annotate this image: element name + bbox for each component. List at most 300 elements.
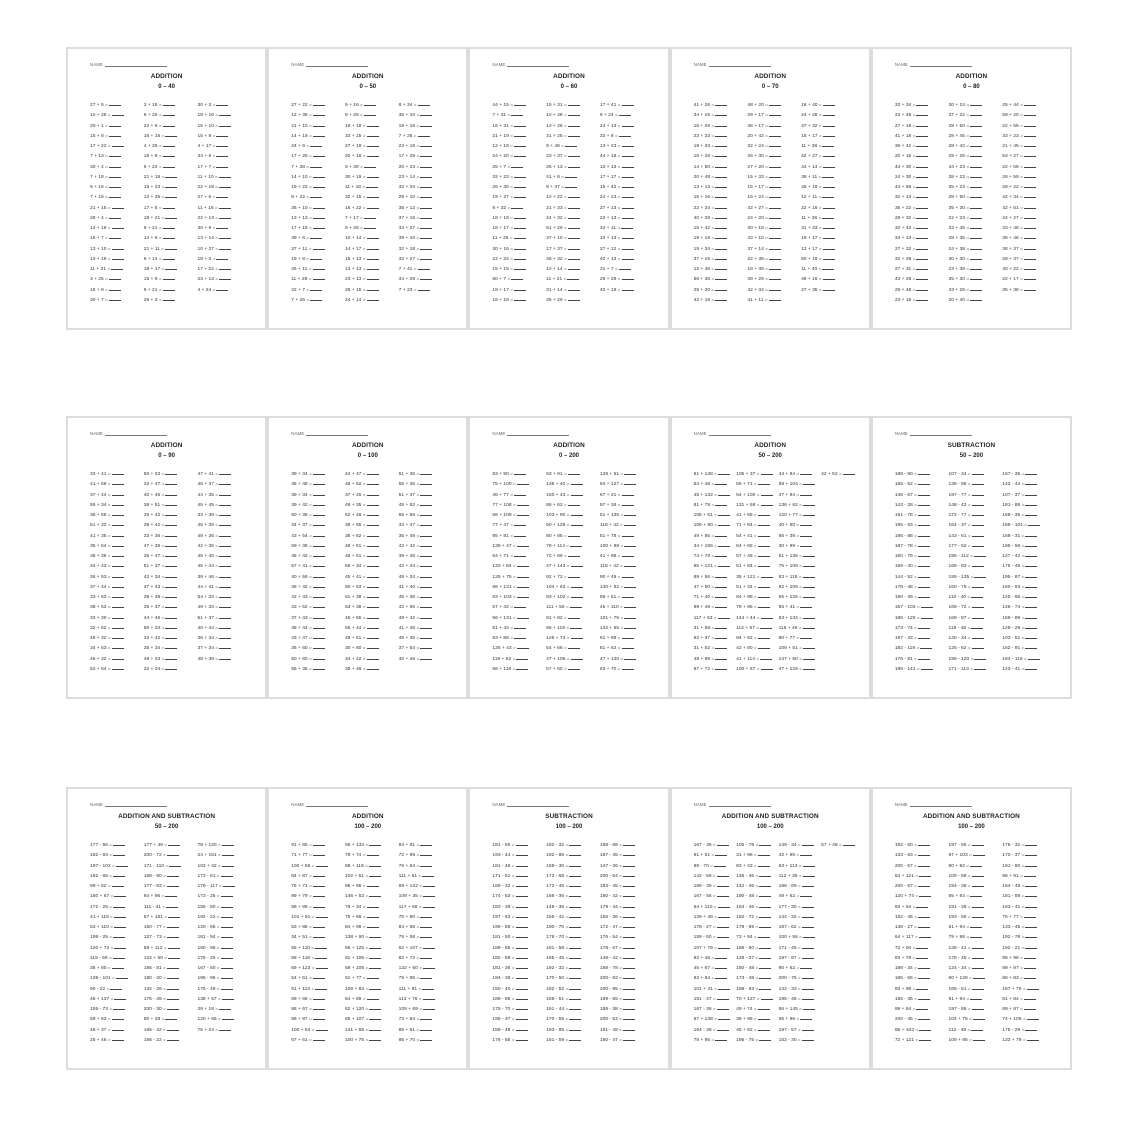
problem-text: 90 + 49 = (599, 574, 621, 580)
math-problem (90, 500, 144, 510)
problem-text: 53 + 38 = (344, 605, 366, 611)
problem-text: 21 + 15 = (90, 205, 111, 211)
answer-blank (114, 891, 126, 897)
answer-blank (769, 172, 781, 178)
answer-blank (516, 654, 528, 660)
answer-blank (364, 100, 376, 106)
answer-blank (823, 162, 835, 168)
math-problem (144, 973, 198, 983)
problem-text: 40 + 59 = (291, 574, 312, 580)
answer-blank (622, 244, 634, 250)
math-problem (291, 233, 345, 243)
problem-text: 72 + 121 = (894, 1037, 919, 1043)
answer-blank (420, 531, 432, 537)
math-problem (345, 881, 399, 891)
problem-text: 197 - 86 = (948, 1007, 971, 1012)
answer-blank (758, 861, 770, 867)
math-problem (747, 151, 801, 161)
answer-blank (313, 664, 325, 670)
problem-text: 132 + 60 = (398, 966, 423, 971)
answer-blank (800, 520, 812, 526)
problem-text: 150 + 43 = (546, 492, 570, 498)
problem-text: 150 - 48 = (736, 966, 759, 971)
problem-text: 72 + 94 = (894, 945, 916, 951)
math-problem (779, 902, 822, 912)
answer-blank (973, 850, 985, 856)
problem-text: 105 - 78 = (736, 843, 759, 848)
problem-text: 138 + 57 = (197, 996, 221, 1002)
problem-text: 132 - 26 = (143, 986, 166, 992)
math-problem (492, 121, 546, 131)
problem-text: 99 + 52 = (90, 884, 111, 889)
problem-text: 179 - 117 = (197, 884, 222, 889)
answer-blank (166, 902, 178, 908)
problem-text: 139 + 48 = (693, 914, 717, 920)
math-problem (291, 192, 345, 202)
math-problem (90, 254, 144, 264)
answer-blank (916, 141, 928, 147)
answer-blank (569, 922, 581, 928)
problem-text: 35 + 30 = (948, 277, 970, 283)
problem-text: 22 + 16 = (801, 205, 822, 211)
math-problem (492, 871, 546, 881)
math-problem (694, 274, 748, 284)
math-problem (895, 295, 949, 305)
problem-text: 45 + 44 = (197, 564, 219, 570)
worksheet-title: ADDITION AND SUBTRACTION (922, 813, 1020, 820)
problem-grid (492, 100, 653, 305)
math-problem (694, 932, 737, 942)
math-problem (949, 192, 1003, 202)
answer-blank (622, 285, 634, 291)
math-problem (779, 469, 822, 479)
math-problem (694, 602, 737, 612)
problem-text: 166 - 36 = (546, 894, 569, 900)
problem-text: 133 - 45 = (1002, 925, 1025, 930)
answer-blank (313, 1014, 325, 1020)
math-problem (546, 223, 600, 233)
math-problem (694, 182, 748, 192)
answer-blank (568, 213, 580, 219)
problem-text: 44 + 35 = (197, 492, 219, 498)
problem-text: 3 + 25 = (90, 277, 108, 283)
problem-text: 56 + 34 = (344, 564, 366, 570)
name-label: NAME (291, 802, 305, 807)
answer-blank (972, 840, 984, 846)
math-problem (949, 654, 1003, 664)
answer-blank (624, 510, 636, 516)
answer-blank (1025, 500, 1037, 506)
problem-text: 61 + 77 = (344, 976, 366, 982)
answer-blank (167, 973, 179, 979)
answer-blank (163, 295, 175, 301)
problem-text: 35 + 46 = (344, 666, 366, 672)
answer-blank (420, 162, 432, 168)
answer-blank (313, 871, 325, 877)
problem-text: 178 - 69 = (736, 925, 759, 930)
math-problem (694, 973, 737, 983)
problem-text: 169 - 72 = (948, 605, 971, 611)
problem-text: 100 + 56 = (778, 935, 803, 941)
answer-blank (823, 182, 835, 188)
math-problem (90, 922, 144, 932)
answer-blank (316, 1025, 328, 1031)
problem-text: 89 + 56 = (693, 574, 715, 580)
math-problem (694, 500, 737, 510)
problem-text: 143 - 61 = (948, 533, 971, 539)
answer-blank (112, 490, 124, 496)
math-problem (546, 151, 600, 161)
answer-blank (367, 121, 379, 127)
problem-text: 195 - 135 = (948, 574, 974, 580)
answer-blank (715, 274, 727, 280)
problem-text: 33 + 15 = (344, 133, 366, 139)
answer-blank (367, 274, 379, 280)
problem-text: 133 + 79 = (1002, 1037, 1026, 1043)
answer-blank (718, 943, 730, 949)
math-problem (949, 582, 1003, 592)
answer-blank (802, 840, 814, 846)
answer-blank (514, 131, 526, 137)
answer-blank (112, 479, 124, 485)
problem-text: 75 + 71 = (291, 884, 312, 889)
answer-blank (418, 131, 430, 137)
answer-blank (769, 110, 781, 116)
math-problem (736, 613, 779, 623)
problem-text: 4 + 24 = (197, 287, 216, 293)
math-problem (747, 295, 801, 305)
problem-text: 194 - 39 = (492, 976, 515, 982)
answer-blank (112, 561, 124, 567)
answer-blank (918, 973, 930, 979)
answer-blank (1025, 902, 1037, 908)
math-problem (197, 881, 251, 891)
math-problem (801, 162, 855, 172)
name-blank-line (709, 802, 771, 807)
problem-text: 35 + 55 = (90, 513, 111, 518)
math-problem (399, 633, 453, 643)
answer-blank (420, 541, 432, 547)
problem-text: 120 + 77 = (778, 513, 803, 518)
problem-text: 8 + 34 = (398, 103, 417, 108)
math-problem (779, 850, 822, 860)
answer-blank (918, 561, 930, 567)
answer-blank (364, 213, 376, 219)
problem-text: 13 + 13 = (291, 215, 312, 221)
problem-text: 120 + 74 = (894, 894, 919, 900)
answer-blank (420, 922, 432, 928)
answer-blank (758, 510, 770, 516)
math-problem (546, 121, 600, 131)
problem-text: 187 - 62 = (778, 925, 801, 930)
math-problem (779, 922, 822, 932)
math-problem (144, 541, 198, 551)
problem-text: 4 + 26 = (143, 144, 162, 149)
answer-blank (568, 613, 580, 619)
worksheet-range: 0 – 60 (560, 84, 578, 90)
math-problem (694, 984, 737, 994)
problem-text: 170 - 55 = (546, 1017, 569, 1023)
problem-text: 61 + 43 = (492, 625, 514, 631)
problem-text: 29 + 17 = (747, 113, 769, 119)
problem-text: 67 + 61 = (291, 1037, 312, 1043)
answer-blank (565, 141, 577, 147)
math-problem (197, 994, 251, 1004)
problem-text: 138 - 88 = (948, 482, 971, 488)
math-problem (291, 623, 345, 633)
math-problem (546, 531, 600, 541)
problem-text: 7 + 16 = (90, 195, 108, 201)
problem-text: 17 + 41 = (599, 103, 621, 108)
problem-grid (895, 840, 1056, 1045)
problem-text: 12 + 48 = (546, 113, 567, 119)
math-problem (90, 295, 144, 305)
problem-text: 197 - 57 = (778, 1027, 801, 1033)
math-problem (747, 121, 801, 131)
name-blank-line (306, 62, 368, 67)
problem-text: 7 + 23 = (398, 287, 417, 293)
problem-text: 195 - 48 = (778, 996, 801, 1002)
answer-blank (367, 994, 379, 1000)
math-problem (895, 561, 949, 571)
math-problem (736, 561, 779, 571)
answer-blank (167, 1035, 179, 1041)
problem-text: 99 + 64 = (894, 1007, 916, 1012)
math-problem (291, 654, 345, 664)
math-problem (197, 902, 251, 912)
math-problem (949, 254, 1003, 264)
answer-blank (758, 932, 770, 938)
math-problem (399, 1035, 453, 1045)
math-problem (144, 510, 198, 520)
math-problem (291, 100, 345, 110)
math-problem (90, 1014, 144, 1024)
name-blank-line (507, 431, 569, 436)
problem-text: 51 + 113 = (291, 986, 315, 992)
problem-text: 165 - 51 = (948, 986, 971, 992)
answer-blank (823, 121, 835, 127)
math-problem (600, 943, 654, 953)
answer-blank (167, 963, 179, 969)
problem-text: 88 + 67 = (291, 1007, 312, 1012)
math-problem (694, 100, 748, 110)
math-problem (1002, 551, 1056, 561)
problem-text: 50 + 33 = (143, 472, 165, 477)
answer-blank (222, 850, 234, 856)
answer-blank (418, 100, 430, 106)
problem-text: 12 + 46 = (693, 267, 715, 272)
answer-blank (369, 953, 381, 959)
math-problem (779, 541, 822, 551)
problem-text: 57 + 161 = (143, 914, 168, 920)
answer-blank (761, 500, 773, 506)
answer-blank (219, 1025, 231, 1031)
math-problem (291, 295, 345, 305)
problem-text: 10 + 13 = (599, 236, 621, 242)
answer-blank (1024, 151, 1036, 157)
problem-text: 75 + 77 = (1002, 914, 1023, 920)
answer-blank (803, 664, 815, 670)
problem-text: 34 + 53 = (90, 646, 111, 652)
answer-blank (623, 922, 635, 928)
math-problem (600, 1035, 654, 1045)
problem-text: 30 + 3 = (197, 103, 216, 108)
problem-text: 46 + 37 = (90, 1027, 111, 1033)
answer-blank (715, 172, 727, 178)
answer-blank (918, 469, 930, 475)
answer-blank (167, 1025, 179, 1031)
problem-text: 75 + 100 = (492, 482, 516, 488)
problem-text: 89 - 70 = (693, 863, 714, 869)
math-problem (895, 274, 949, 284)
math-problem (492, 561, 546, 571)
answer-blank (715, 551, 727, 557)
answer-blank (758, 541, 770, 547)
problem-text: 52 + 54 = (90, 666, 111, 672)
answer-blank (622, 664, 634, 670)
math-problem (144, 582, 198, 592)
problem-text: 78 + 120 = (197, 843, 221, 848)
answer-blank (113, 932, 125, 938)
answer-blank (420, 121, 432, 127)
math-problem (1002, 561, 1056, 571)
answer-blank (1024, 1004, 1036, 1010)
math-problem (492, 254, 546, 264)
problem-text: 194 - 38 = (948, 884, 971, 889)
problem-text: 50 + 34 = (143, 625, 165, 631)
answer-blank (715, 500, 727, 506)
answer-blank (369, 840, 381, 846)
answer-blank (569, 912, 581, 918)
math-problem (694, 244, 748, 254)
answer-blank (972, 633, 984, 639)
problem-text: 106 + 80 = (693, 523, 717, 529)
problem-text: 182 - 65 = (90, 873, 113, 879)
problem-text: 27 + 35 = (801, 287, 822, 293)
math-problem (1002, 1004, 1056, 1014)
answer-blank (313, 490, 325, 496)
answer-blank (369, 984, 381, 990)
problem-text: 35 + 38 = (1002, 287, 1023, 293)
answer-blank (1025, 469, 1037, 475)
answer-blank (803, 1004, 815, 1010)
math-problem (895, 1004, 949, 1014)
math-problem (949, 490, 1003, 500)
answer-blank (569, 881, 581, 887)
answer-blank (222, 861, 234, 867)
problem-text: 38 + 42 = (291, 584, 312, 590)
math-problem (399, 285, 453, 295)
answer-blank (1025, 840, 1037, 846)
problem-text: 19 + 8 = (291, 256, 310, 262)
problem-text: 97 + 103 = (948, 853, 972, 859)
math-problem (144, 984, 198, 994)
math-problem (747, 223, 801, 233)
answer-blank (418, 285, 430, 291)
problem-text: 144 - 52 = (894, 574, 917, 580)
problem-text: 42 + 27 = (801, 154, 822, 160)
answer-blank (970, 994, 982, 1000)
answer-blank (567, 274, 579, 280)
answer-blank (1024, 264, 1036, 270)
answer-blank (971, 592, 983, 598)
problem-text: 17 + 18 = (291, 226, 312, 231)
math-problem (694, 953, 737, 963)
math-problem (197, 510, 251, 520)
problem-text: 39 + 55 = (344, 523, 366, 529)
answer-blank (112, 1014, 124, 1020)
math-problem (747, 233, 801, 243)
problem-text: 175 - 46 = (1002, 564, 1025, 570)
answer-blank (110, 984, 122, 990)
math-problem (1002, 932, 1056, 942)
math-problem (197, 213, 251, 223)
answer-blank (1024, 141, 1036, 147)
answer-blank (568, 295, 580, 301)
math-problem (600, 984, 654, 994)
answer-blank (313, 973, 325, 979)
math-problem (291, 633, 345, 643)
math-problem (345, 141, 399, 151)
problem-text: 138 + 40 = (546, 482, 570, 488)
answer-blank (216, 254, 228, 260)
problem-text: 28 + 50 = (948, 123, 970, 129)
answer-blank (759, 973, 771, 979)
math-problem (492, 233, 546, 243)
answer-blank (759, 953, 771, 959)
answer-blank (111, 264, 123, 270)
math-problem (895, 840, 949, 850)
answer-blank (1024, 121, 1036, 127)
answer-blank (918, 912, 930, 918)
math-problem (546, 213, 600, 223)
problem-text: 10 + 14 = (344, 236, 366, 242)
answer-blank (970, 121, 982, 127)
math-problem (144, 100, 198, 110)
problem-text: 33 + 23 = (1002, 133, 1023, 139)
math-problem (345, 654, 399, 664)
math-problem (197, 151, 251, 161)
problem-text: 62 + 107 = (398, 945, 423, 951)
problem-text: 187 - 78 = (894, 543, 917, 549)
math-problem (291, 254, 345, 264)
answer-blank (970, 100, 982, 106)
math-problem (694, 654, 737, 664)
problem-text: 123 - 41 = (1002, 666, 1025, 672)
problem-text: 127 - 73 = (143, 935, 166, 941)
math-problem (600, 633, 654, 643)
problem-text: 48 + 36 = (197, 533, 219, 539)
answer-blank (715, 254, 727, 260)
math-problem (197, 623, 251, 633)
math-problem (399, 963, 453, 973)
answer-blank (216, 151, 228, 157)
problem-text: 8 + 37 = (546, 185, 565, 190)
answer-blank (517, 613, 529, 619)
math-problem (736, 643, 779, 653)
worksheet-range: 50 – 200 (758, 453, 782, 459)
answer-blank (823, 244, 835, 250)
answer-blank (972, 469, 984, 475)
answer-blank (624, 469, 636, 475)
problem-text: 12 + 14 = (546, 267, 567, 272)
answer-blank (715, 850, 727, 856)
problem-text: 129 - 29 = (1002, 625, 1025, 631)
problem-text: 48 + 51 = (344, 543, 366, 549)
problem-text: 7 + 18 = (90, 174, 108, 180)
answer-blank (972, 984, 984, 990)
answer-blank (823, 203, 835, 209)
